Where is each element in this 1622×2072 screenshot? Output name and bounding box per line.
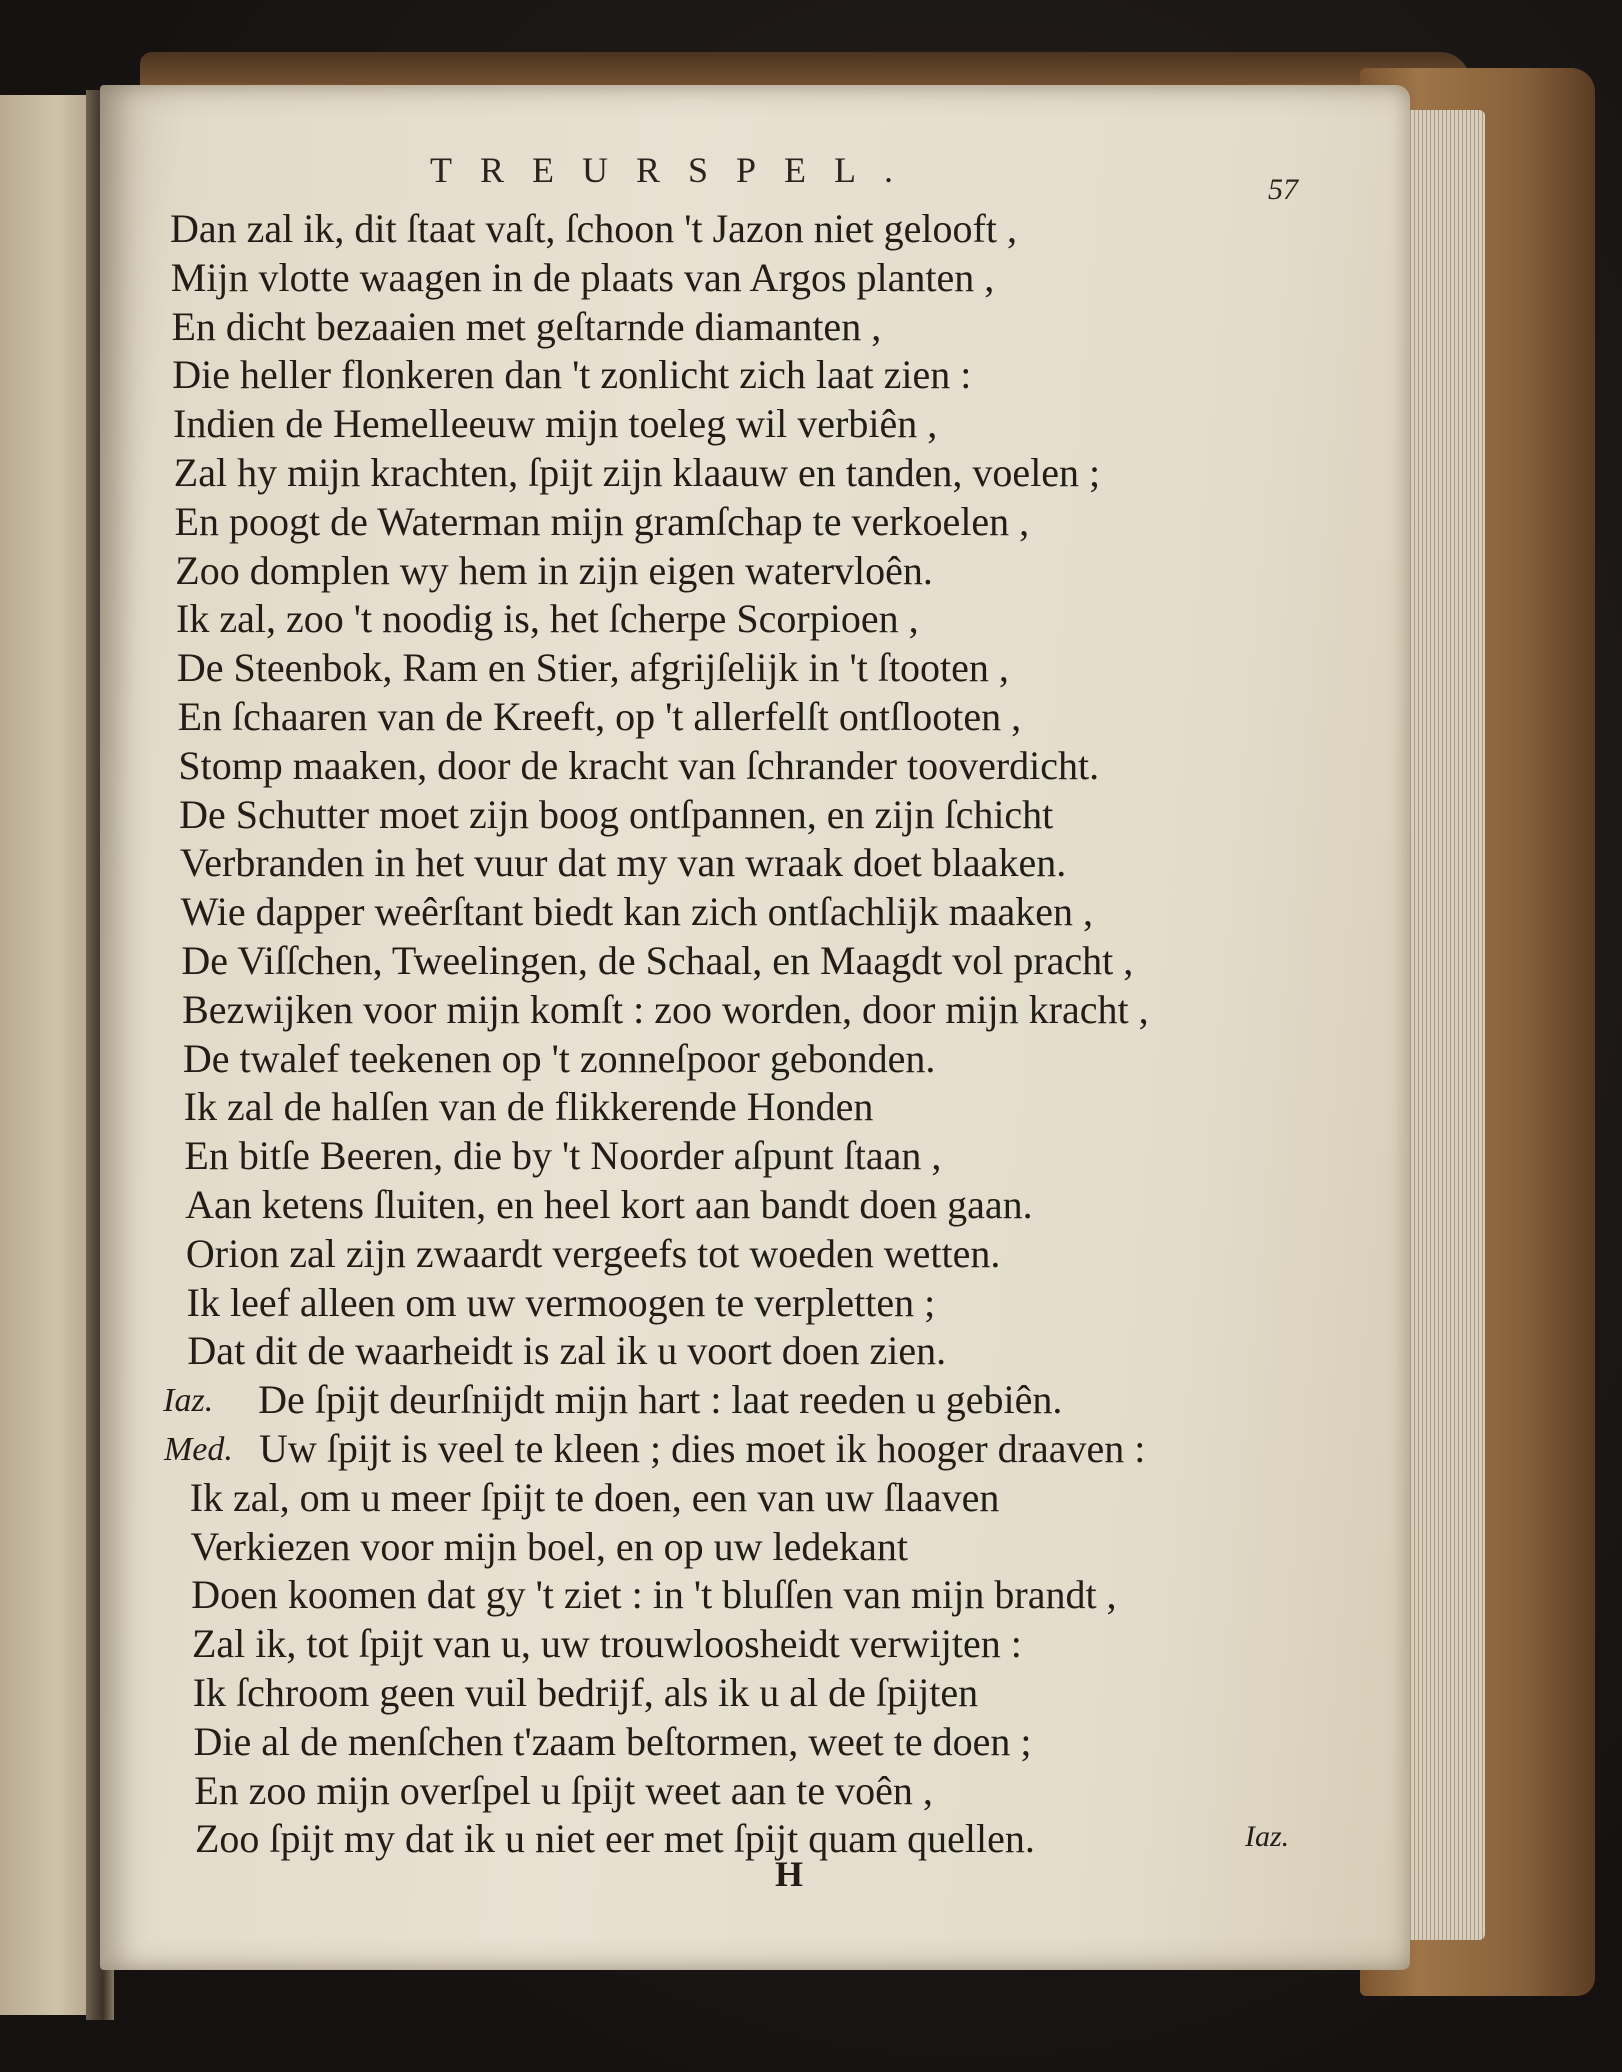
speaker-label: Iaz. bbox=[163, 1382, 214, 1420]
page-number: 57 bbox=[1268, 173, 1298, 206]
verse-line: Zal ik, tot ſpijt van u, uw trouwloosheidt verwijten : bbox=[191, 1621, 1022, 1667]
verse-line: En bitſe Beeren, die by 't Noorder aſpunt ſtaan , bbox=[184, 1133, 942, 1179]
verse-line: Bezwijken voor mijn komſt : zoo worden, door mijn kracht , bbox=[182, 986, 1149, 1032]
speaker-label: Med. bbox=[163, 1431, 233, 1468]
verse-line: Doen koomen dat gy 't ziet : in 't bluſſen van mijn brandt , bbox=[191, 1572, 1117, 1618]
verse-line: Ik ſchroom geen vuil bedrijf, als ik u al de ſpijten bbox=[192, 1670, 979, 1715]
verse-line: De Viſſchen, Tweelingen, de Schaal, en Maagdt vol pracht , bbox=[181, 938, 1134, 983]
verse-line: Orion zal zijn zwaardt vergeefs tot woeden wetten. bbox=[185, 1230, 1001, 1276]
verse-line: Verbranden in het vuur dat my van wraak doet blaaken. bbox=[179, 840, 1067, 886]
verse-line: Zoo domplen wy hem in zijn eigen watervloên. bbox=[175, 547, 933, 593]
verse-line: Wie dapper weêrſtant biedt kan zich ontſachlijk maaken , bbox=[180, 889, 1094, 935]
verse-line: Stomp maaken, door de kracht van ſchrander tooverdicht. bbox=[178, 742, 1100, 788]
verse-line: Dat dit de waarheidt is zal ik u voort doen zien. bbox=[187, 1328, 947, 1374]
verse-line: En dicht bezaaien met geſtarnde diamanten , bbox=[171, 303, 882, 349]
verse-line: Aan ketens ſluiten, en heel kort aan bandt doen gaan. bbox=[185, 1182, 1033, 1227]
verse-line: Mijn vlotte waagen in de plaats van Argos planten , bbox=[170, 254, 995, 300]
catchword: Iaz. bbox=[1245, 1820, 1290, 1853]
verse-line: De Schutter moet zijn boog ontſpannen, en zijn ſchicht bbox=[179, 791, 1054, 837]
running-header: TREURSPEL. bbox=[430, 150, 922, 190]
verse-line: Verkiezen voor mijn boel, en op uw ledekant bbox=[190, 1523, 909, 1569]
verse-line: Die heller flonkeren dan 't zonlicht zich laat zien : bbox=[172, 352, 972, 398]
verse-line: Ik zal de halſen van de flikkerende Honden bbox=[183, 1084, 874, 1130]
verse-line: Dan zal ik, dit ſtaat vaſt, ſchoon 't Jazon niet gelooft , bbox=[170, 206, 1017, 251]
verse-line: Zoo ſpijt my dat ik u niet eer met ſpijt quam quellen. bbox=[195, 1816, 1035, 1862]
verse-line: Die al de menſchen t'zaam beſtormen, weet te doen ; bbox=[193, 1718, 1032, 1764]
right-page bbox=[100, 85, 1410, 1970]
verse-line: Ik leef alleen om uw vermoogen te verpletten ; bbox=[186, 1279, 936, 1325]
verse-line: Indien de Hemelleeuw mijn toeleg wil verbiên , bbox=[173, 401, 938, 447]
signature-mark: H bbox=[775, 1854, 804, 1894]
verse-line: En poogt de Waterman mijn gramſchap te verkoelen , bbox=[174, 498, 1030, 544]
verse-line: De ſpijt deurſnijdt mijn hart : laat reeden u gebiên. bbox=[258, 1377, 1063, 1423]
verse-line: De twalef teekenen op 't zonneſpoor gebonden. bbox=[182, 1035, 936, 1081]
verse-line: Uw ſpijt is veel te kleen ; dies moet ik hooger draaven : bbox=[258, 1426, 1146, 1471]
verse-line: Ik zal, om u meer ſpijt te doen, een van uw ſlaaven bbox=[189, 1474, 1000, 1520]
verse-line: En ſchaaren van de Kreeft, op 't allerfelſt ontſlooten , bbox=[177, 694, 1022, 739]
verse-line: Zal hy mijn krachten, ſpijt zijn klaauw en tanden, voelen ; bbox=[173, 450, 1101, 495]
verse-line: En zoo mijn overſpel u ſpijt weet aan te voên , bbox=[194, 1767, 933, 1813]
verse-line: De Steenbok, Ram en Stier, afgrijſelijk in 't ſtooten , bbox=[176, 645, 1009, 691]
verse-line: Ik zal, zoo 't noodig is, het ſcherpe Scorpioen , bbox=[176, 596, 919, 642]
